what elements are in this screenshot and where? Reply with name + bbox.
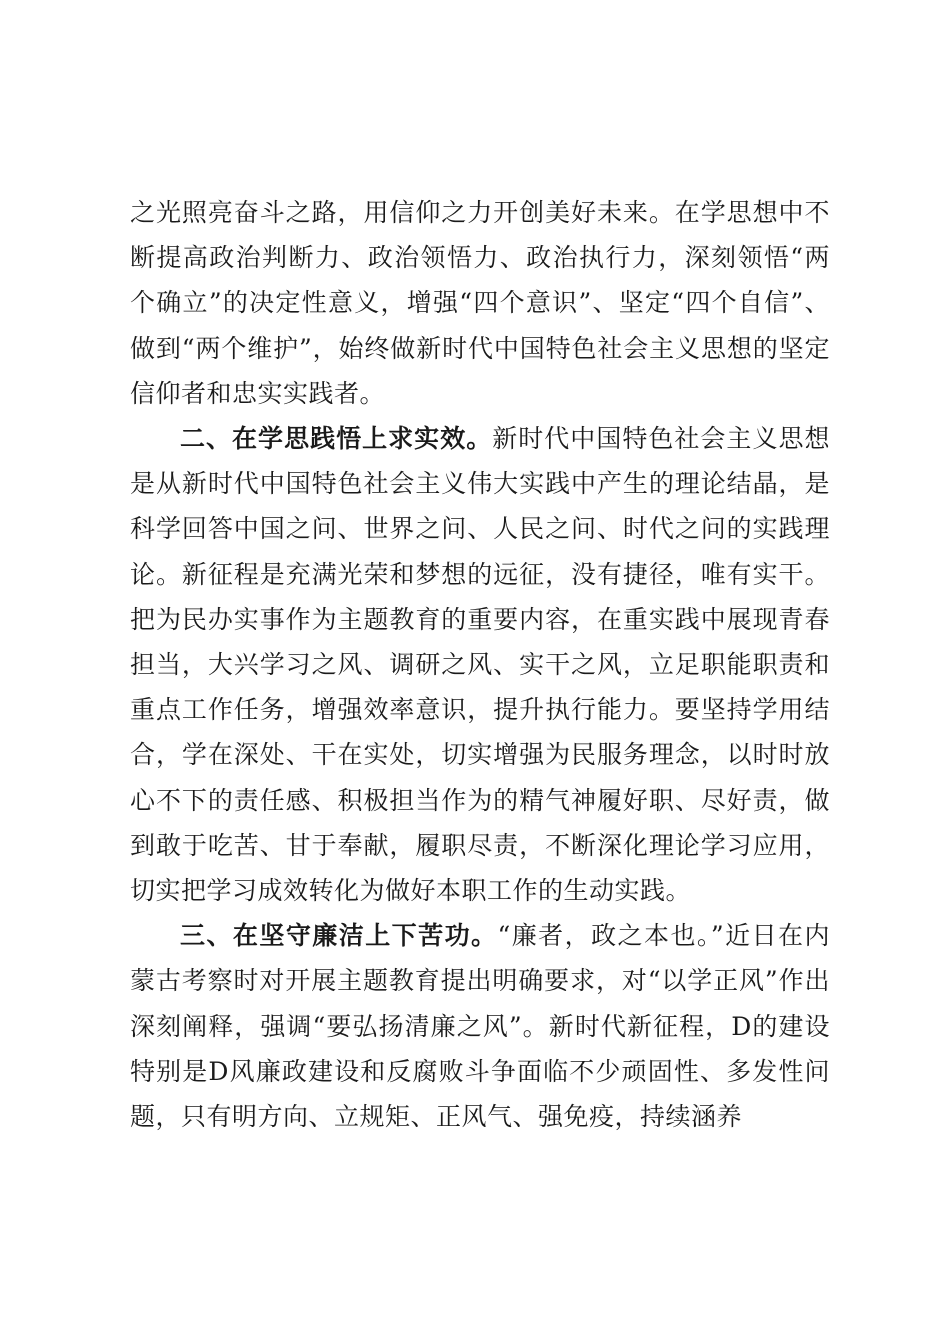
paragraph-continuation	[130, 190, 830, 416]
section-heading: 二、在学思践悟上求实效。	[180, 424, 493, 454]
paragraph-section-2	[130, 416, 830, 913]
document-body	[130, 190, 830, 1139]
paragraph-text: 之光照亮奋斗之路，用信仰之力开创美好未来。在学思想中不断提高政治判断力、政治领悟力、政治执行力，深刻领悟“两个确立”的决定性意义，增强“四个意识”、坚定“四个自信”、做到“两个维护”，始终做新时代中国特色社会主义思想的坚定信仰者和忠实实践者。	[130, 198, 830, 408]
paragraph-text: 新时代中国特色社会主义思想是从新时代中国特色社会主义伟大实践中产生的理论结晶，是科学回答中国之问、世界之问、人民之问、时代之问的实践理论。新征程是充满光荣和梦想的远征，没有捷径，唯有实干。把为民办实事作为主题教育的重要内容，在重实践中展现青春担当，大兴学习之风、调研之风、实干之风，立足职能职责和重点工作任务，增强效率意识，提升执行能力。要坚持学用结合，学在深处、干在实处，切实增强为民服务理念，以时时放心不下的责任感、积极担当作为的精气神履好职、尽好责，做到敢于吃苦、甘于奉献，履职尽责，不断深化理论学习应用，切实把学习成效转化为做好本职工作的生动实践。	[130, 424, 830, 906]
section-heading: 三、在坚守廉洁上下苦功。	[180, 921, 498, 951]
paragraph-section-3	[130, 913, 830, 1139]
paragraph-text: “廉者，政之本也。”近日在内蒙古考察时对开展主题教育提出明确要求，对“以学正风”作出深刻阐释，强调“要弘扬清廉之风”。新时代新征程，D的建设特别是D风廉政建设和反腐败斗争面临不少顽固性、多发性问题，只有明方向、立规矩、正风气、强免疫，持续涵养	[130, 921, 830, 1132]
